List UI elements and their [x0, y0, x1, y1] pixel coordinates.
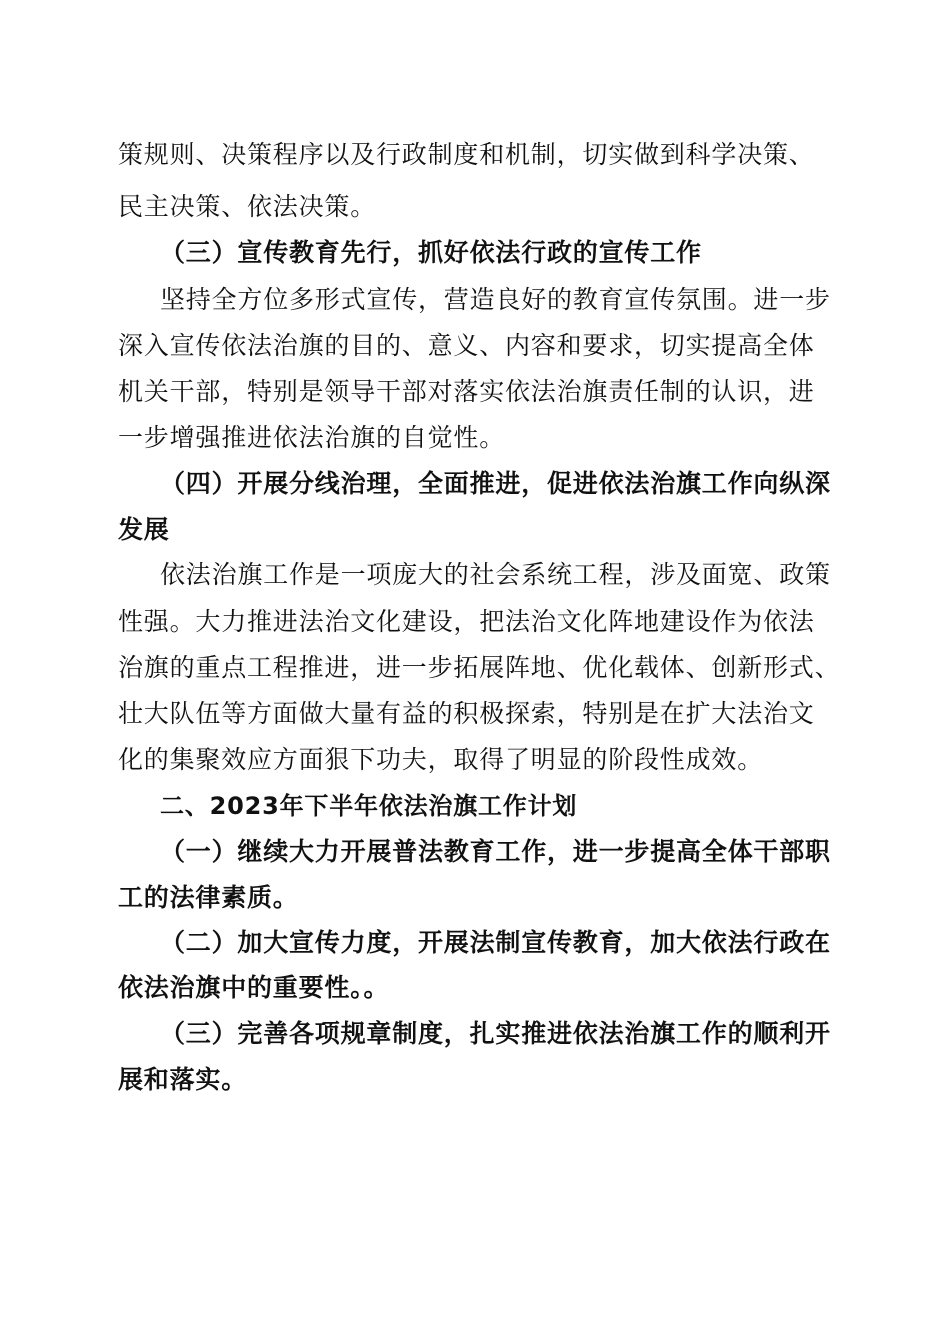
- body-text-line: 坚持全方位多形式宣传，营造良好的教育宣传氛围。进一步: [160, 285, 831, 314]
- body-text-line: 化的集聚效应方面狠下功夫，取得了明显的阶段性成效。: [118, 745, 764, 774]
- plan-item-2-continued: 依法治旗中的重要性。。: [118, 973, 390, 1002]
- subsection-heading-4: （四）开展分线治理，全面推进，促进依法治旗工作向纵深: [160, 469, 831, 498]
- plan-item-3: （三）完善各项规章制度，扎实推进依法治旗工作的顺利开: [160, 1019, 831, 1048]
- body-text-line: 壮大队伍等方面做大量有益的积极探索，特别是在扩大法治文: [118, 699, 815, 728]
- subsection-heading-3: （三）宣传教育先行，抓好依法行政的宣传工作: [160, 238, 702, 267]
- body-text-line: 一步增强推进依法治旗的自觉性。: [118, 423, 506, 452]
- body-text-line: 机关干部，特别是领导干部对落实依法治旗责任制的认识，进: [118, 377, 815, 406]
- body-text-line: 性强。大力推进法治文化建设，把法治文化阵地建设作为依法: [118, 607, 815, 636]
- subsection-heading-4-continued: 发展: [118, 515, 170, 544]
- section-heading-2: 二、2023年下半年依法治旗工作计划: [160, 792, 578, 820]
- body-text-line: 策规则、决策程序以及行政制度和机制，切实做到科学决策、: [118, 140, 815, 169]
- plan-item-3-continued: 展和落实。: [118, 1065, 248, 1094]
- plan-item-1: （一）继续大力开展普法教育工作，进一步提高全体干部职: [160, 837, 831, 866]
- body-text-line: 深入宣传依法治旗的目的、意义、内容和要求，切实提高全体: [118, 331, 815, 360]
- plan-item-1-continued: 工的法律素质。: [118, 883, 299, 912]
- body-text-line: 治旗的重点工程推进，进一步拓展阵地、优化载体、创新形式、: [118, 653, 841, 682]
- body-text-line: 依法治旗工作是一项庞大的社会系统工程，涉及面宽、政策: [160, 560, 831, 589]
- plan-item-2: （二）加大宣传力度，开展法制宣传教育，加大依法行政在: [160, 928, 831, 957]
- body-text-line: 民主决策、依法决策。: [118, 192, 377, 221]
